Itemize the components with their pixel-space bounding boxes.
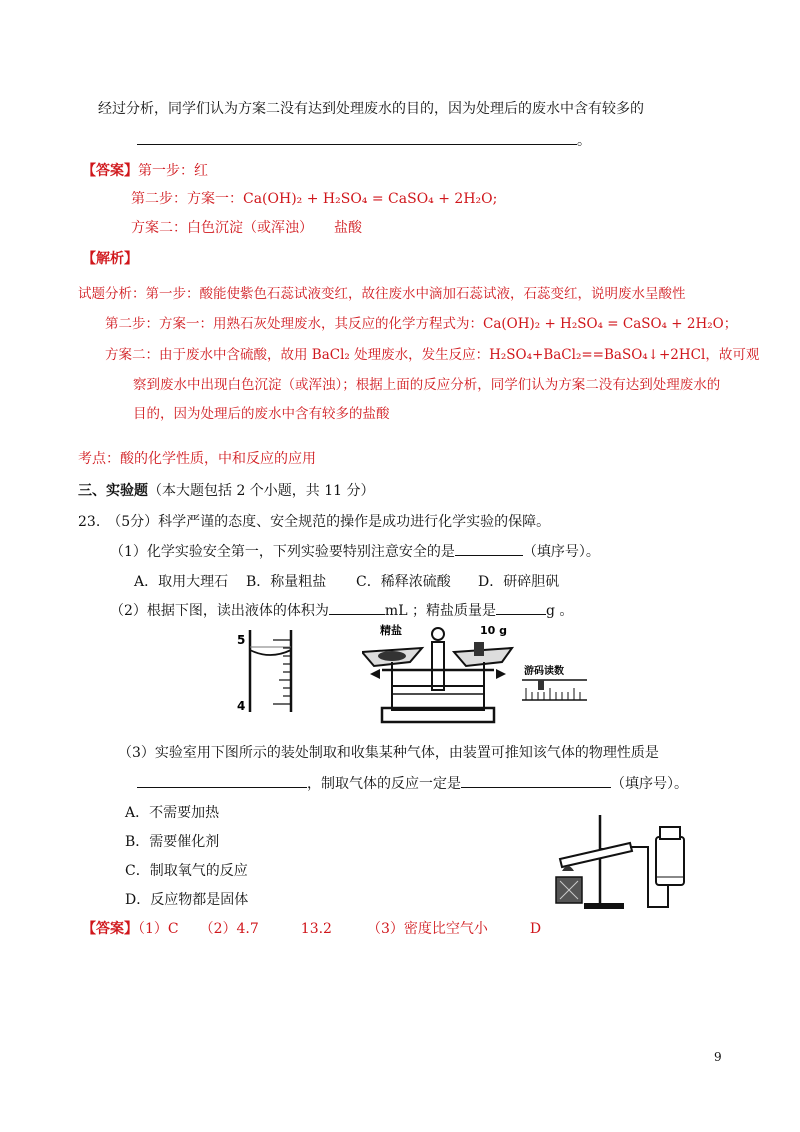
option-a: A．取用大理石 <box>134 574 229 590</box>
option3-c: C．制取氧气的反应 <box>125 863 248 879</box>
volume-blank[interactable] <box>329 600 385 615</box>
gas-apparatus-figure <box>548 815 690 915</box>
section-title: 三、实验题 <box>78 483 148 499</box>
analysis-tag: 【解析】 <box>82 251 138 267</box>
answer-blank[interactable] <box>137 130 577 145</box>
q23-sub3-text-b: ，制取气体的反应一定是 <box>307 776 461 792</box>
weight-label: 10 g <box>480 624 508 637</box>
analysis-p2: 第二步：方案一：用熟石灰处理废水，其反应的化学方程式为：Ca(OH)₂ + H₂SO₄ = CaSO₄ + 2H₂O； <box>105 316 738 332</box>
q23-sub2 <box>110 600 573 620</box>
property-blank[interactable] <box>137 773 307 788</box>
option3-a: A．不需要加热 <box>125 805 220 821</box>
q23-sub3-end: （填序号）。 <box>611 776 688 792</box>
analysis-p4: 察到废水中出现白色沉淀（或浑浊）；根据上面的反应分析，同学们认为方案二没有达到处理废水的 <box>133 377 721 393</box>
period: 。 <box>577 133 591 149</box>
analysis-p3: 方案二：由于废水中含硫酸，故用 BaCl₂ 处理废水，发生反应：H₂SO₄+BaCl₂==BaSO₄↓+2HCl，故可观 <box>105 347 760 363</box>
answer-step2: 第二步：方案一：Ca(OH)₂ + H₂SO₄ = CaSO₄ + 2H₂O; <box>131 191 498 207</box>
q23-stem: 23. （5分）科学严谨的态度、安全规范的操作是成功进行化学实验的保障。 <box>78 514 551 530</box>
q23-sub1-text: （1）化学实验安全第一，下列实验要特别注意安全的是 <box>110 544 455 560</box>
q23-sub3: （3）实验室用下图所示的装处制取和收集某种气体，由装置可推知该气体的物理性质是 <box>118 745 659 761</box>
conclusion-line: 经过分析，同学们认为方案二没有达到处理废水的目的，因为处理后的废水中含有较多的 <box>98 101 644 117</box>
section-heading <box>78 480 375 500</box>
balance-figure <box>362 622 592 727</box>
page-number: 9 <box>714 1050 722 1064</box>
q23-sub1 <box>110 541 600 561</box>
answer-block-1 <box>82 160 208 180</box>
cylinder-tick-4: 4 <box>237 699 246 713</box>
section-note: （本大题包括 2 个小题，共 11 分） <box>148 483 375 499</box>
answer-step1: 第一步：红 <box>138 163 208 179</box>
analysis-p1: 试题分析：第一步：酸能使紫色石蕊试液变红，故往废水中滴加石蕊试液，石蕊变红，说明废水呈酸性 <box>78 286 686 302</box>
kaodian: 考点：酸的化学性质，中和反应的应用 <box>78 451 316 467</box>
answer-block-2 <box>82 918 541 938</box>
answer2-text: （1）C （2）4.7 13.2 （3）密度比空气小 D <box>138 921 542 937</box>
q23-sub1-blank[interactable] <box>455 541 523 556</box>
answer2-tag: 【答案】 <box>82 921 138 937</box>
cylinder-tick-5: 5 <box>237 633 246 647</box>
reaction-blank[interactable] <box>461 773 611 788</box>
mass-blank[interactable] <box>496 600 546 615</box>
option-b: B．称量粗盐 <box>246 574 327 590</box>
option3-d: D．反应物都是固体 <box>125 892 249 908</box>
rider-label: 游码读数 <box>524 666 564 677</box>
graduated-cylinder-figure <box>235 628 305 718</box>
analysis-p5: 目的，因为处理后的废水中含有较多的盐酸 <box>133 406 390 422</box>
conclusion-blank-line <box>137 130 591 150</box>
q23-sub2-text-b: mL ；精盐质量是 <box>384 603 496 619</box>
answer-tag: 【答案】 <box>82 163 138 179</box>
option-d: D．研碎胆矾 <box>478 574 560 590</box>
option-c: C．稀释浓硫酸 <box>356 574 451 590</box>
q23-sub1-end: （填序号）。 <box>522 544 600 560</box>
q23-options1 <box>134 571 559 591</box>
answer-step3: 方案二：白色沉淀（或浑浊） 盐酸 <box>131 220 362 236</box>
q23-sub3-line2 <box>137 773 688 793</box>
q23-sub2-text-c: g 。 <box>545 603 574 619</box>
option3-b: B．需要催化剂 <box>125 834 220 850</box>
salt-label: 精盐 <box>380 624 402 637</box>
q23-sub2-text-a: （2）根据下图，读出液体的体积为 <box>110 603 329 619</box>
